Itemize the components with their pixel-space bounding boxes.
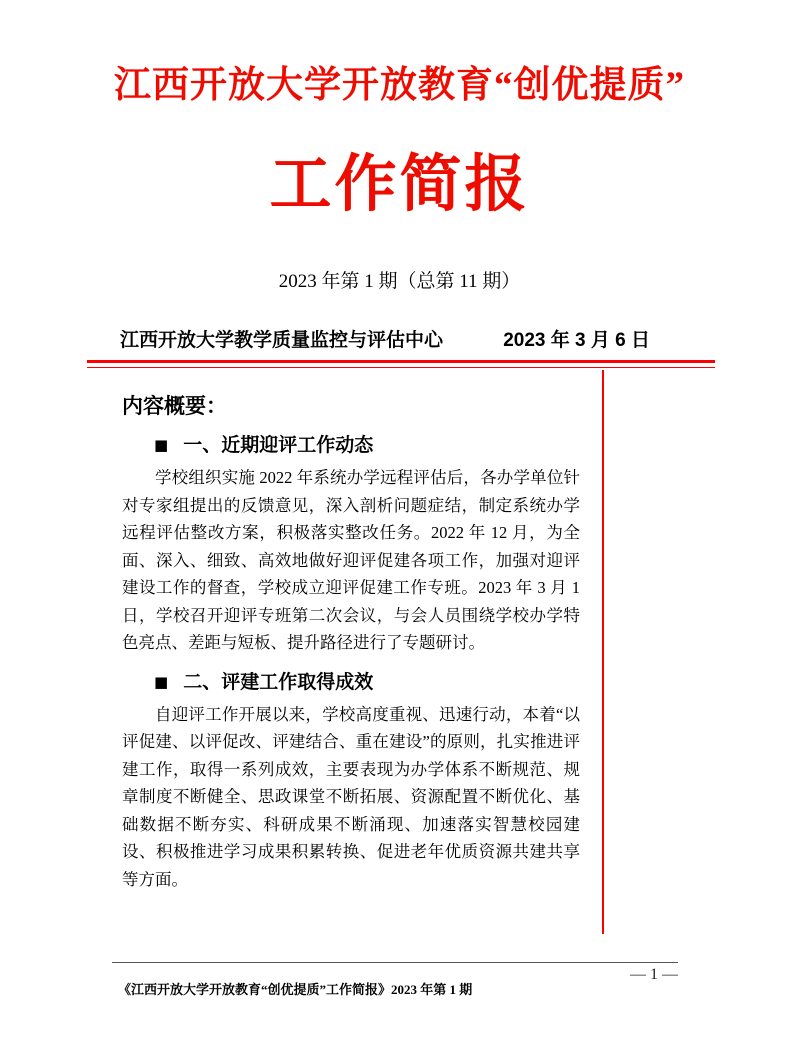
section-2: [122, 669, 580, 894]
footer-rule: [112, 962, 678, 963]
header-double-rule: [87, 360, 715, 368]
bulletin-supertitle: 江西开放大学开放教育“创优提质”: [114, 65, 685, 106]
footer-note: 《江西开放大学开放教育“创优提质”工作简报》2023 年第 1 期: [118, 982, 473, 997]
issue-number-line: 2023 年第 1 期（总第 11 期）: [278, 271, 521, 292]
masthead-row: [120, 325, 650, 352]
square-bullet-icon: ■: [154, 436, 169, 454]
page-number: — 1 —: [630, 966, 678, 983]
section-2-paragraph: 自迎评工作开展以来，学校高度重视、迅速行动，本着“以评促建、以评促改、评建结合、重在建设”的原则，扎实推进评建工作，取得一系列成效，主要表现为办学体系不断规范、规章制度不断健全、思政课堂不断拓展、资源配置不断优化、基础数据不断夯实、科研成果不断涌现、加速落实智慧校园建设、积极推进学习成果积累转换、促进老年优质资源共建共享等方面。: [122, 704, 580, 889]
section-1: [122, 432, 580, 657]
issuing-department: 江西开放大学教学质量监控与评估中心: [120, 330, 444, 351]
bulletin-title: 工作简报: [269, 151, 530, 219]
section-1-title: 一、近期迎评工作动态: [183, 435, 374, 456]
square-bullet-icon: ■: [154, 672, 169, 691]
summary-label: 内容概要：: [122, 395, 227, 418]
issue-date: 2023 年 3 月 6 日: [503, 330, 650, 351]
section-2-heading: [122, 669, 580, 696]
section-1-heading: [122, 432, 580, 459]
section-1-paragraph: 学校组织实施 2022 年系统办学远程评估后，各办学单位针对专家组提出的反馈意见，深入剖析问题症结，制定系统办学远程评估整改方案，积极落实整改任务。2022 年 12 月，为全面、深入、细致、高效地做好迎评促建各项工作，加强对迎评建设工作的督查，学校成立迎评促建工作专班。2023 年 3 月 1 日，学校召开迎评专班第二次会议，与会人员围绕学校办学特色亮点、差距与短板、提升路径进行了专题研讨。: [122, 468, 580, 652]
section-2-title: 二、评建工作取得成效: [183, 671, 374, 693]
content-area: [122, 394, 580, 893]
right-margin-vertical-rule: [602, 370, 604, 934]
